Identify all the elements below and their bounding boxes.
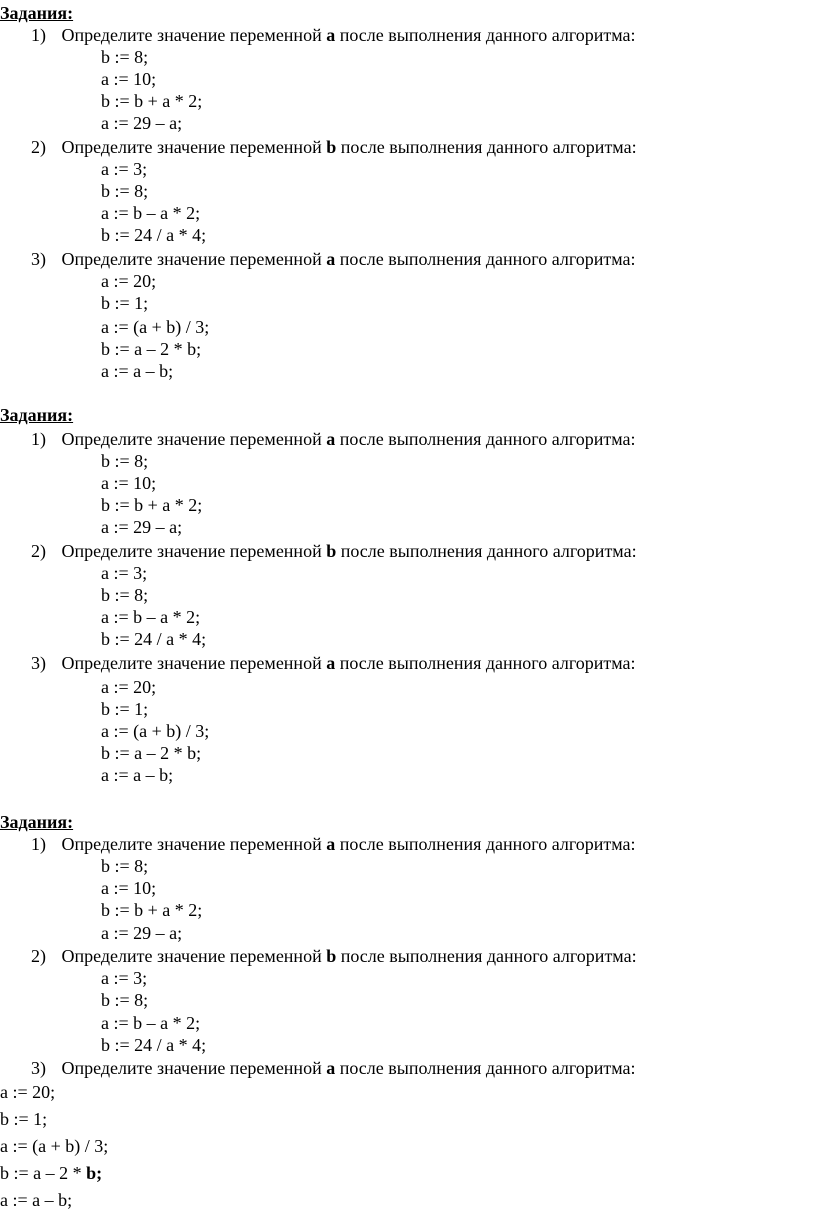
task-number: 2) [31,946,46,966]
code-line: a := 20; [101,677,157,697]
code-line: b := b + a * 2; [101,91,203,111]
task-number: 2) [31,541,46,561]
task-variable: b [326,541,337,561]
code-line: a := b – a * 2; [101,607,201,627]
task-3 [31,652,636,674]
code-line: a := 10; [101,878,157,898]
code-line: a := (a + b) / 3; [101,721,210,741]
code-line [0,1160,102,1187]
code-line: b := 1; [0,1109,48,1129]
task-2 [31,945,637,967]
code-line: a := a – b; [0,1190,73,1210]
code-line: b := 8; [101,585,149,605]
task-prefix: Определите значение переменной [61,653,322,673]
code-line: b := 1; [101,699,149,719]
task-1 [31,833,636,855]
task-number: 1) [31,429,46,449]
code-line: a := 3; [101,159,148,179]
task-prefix: Определите значение переменной [61,541,322,561]
code-line: a := 10; [101,69,157,89]
code-line: b := 24 / a * 4; [101,225,207,245]
task-suffix: после выполнения данного алгоритма: [339,25,636,45]
task-number: 3) [31,653,46,673]
task-2 [31,136,637,158]
section-heading: Задания: [0,812,74,832]
code-line: b := 1; [101,293,149,313]
task-suffix: после выполнения данного алгоритма: [339,249,636,269]
task-variable: b [326,137,337,157]
code-line: b := 24 / a * 4; [101,629,207,649]
task-suffix: после выполнения данного алгоритма: [340,946,637,966]
code-line: a := 3; [101,563,148,583]
task-1 [31,24,636,46]
section-heading: Задания: [0,3,74,23]
code-line: a := a – b; [101,765,174,785]
task-variable: a [326,249,336,269]
task-prefix: Определите значение переменной [61,1058,322,1078]
task-variable: b [326,946,337,966]
code-line: b := 8; [101,451,149,471]
code-line-end: b; [86,1163,103,1183]
task-number: 1) [31,25,46,45]
task-prefix: Определите значение переменной [61,137,322,157]
task-suffix: после выполнения данного алгоритма: [340,137,637,157]
code-line: b := a – 2 * b; [101,743,202,763]
code-line: a := a – b; [101,361,174,381]
task-suffix: после выполнения данного алгоритма: [339,834,636,854]
task-variable: a [326,834,336,854]
code-line: b := 8; [101,181,149,201]
task-2 [31,540,637,562]
code-line: a := 20; [0,1082,56,1102]
task-suffix: после выполнения данного алгоритма: [339,1058,636,1078]
task-suffix: после выполнения данного алгоритма: [339,653,636,673]
code-line: b := b + a * 2; [101,495,203,515]
code-line: a := b – a * 2; [101,1013,201,1033]
code-line: a := 10; [101,473,157,493]
task-prefix: Определите значение переменной [61,249,322,269]
code-line: b := a – 2 * b; [101,339,202,359]
task-prefix: Определите значение переменной [61,946,322,966]
code-line: a := 3; [101,968,148,988]
code-line: b := 24 / a * 4; [101,1035,207,1055]
code-line: b := 8; [101,47,149,67]
code-line: b := 8; [101,856,149,876]
task-number: 3) [31,1058,46,1078]
code-line: a := 29 – a; [101,113,183,133]
task-number: 3) [31,249,46,269]
code-line: a := 29 – a; [101,923,183,943]
task-prefix: Определите значение переменной [61,429,322,449]
code-line-start: b := a – 2 * [0,1163,87,1183]
task-variable: a [326,1058,336,1078]
code-line: a := 29 – a; [101,517,183,537]
task-suffix: после выполнения данного алгоритма: [339,429,636,449]
code-line: a := (a + b) / 3; [0,1136,109,1156]
task-number: 2) [31,137,46,157]
code-line: a := (a + b) / 3; [101,317,210,337]
code-line: a := 20; [101,271,157,291]
task-variable: a [326,429,336,449]
task-prefix: Определите значение переменной [61,834,322,854]
code-line: b := b + a * 2; [101,900,203,920]
task-3 [31,248,636,270]
section-heading: Задания: [0,405,74,425]
task-suffix: после выполнения данного алгоритма: [340,541,637,561]
task-1 [31,428,636,450]
task-3 [31,1057,636,1079]
task-prefix: Определите значение переменной [61,25,322,45]
task-number: 1) [31,834,46,854]
code-line: b := 8; [101,990,149,1010]
task-variable: a [326,25,336,45]
task-variable: a [326,653,336,673]
code-line: a := b – a * 2; [101,203,201,223]
